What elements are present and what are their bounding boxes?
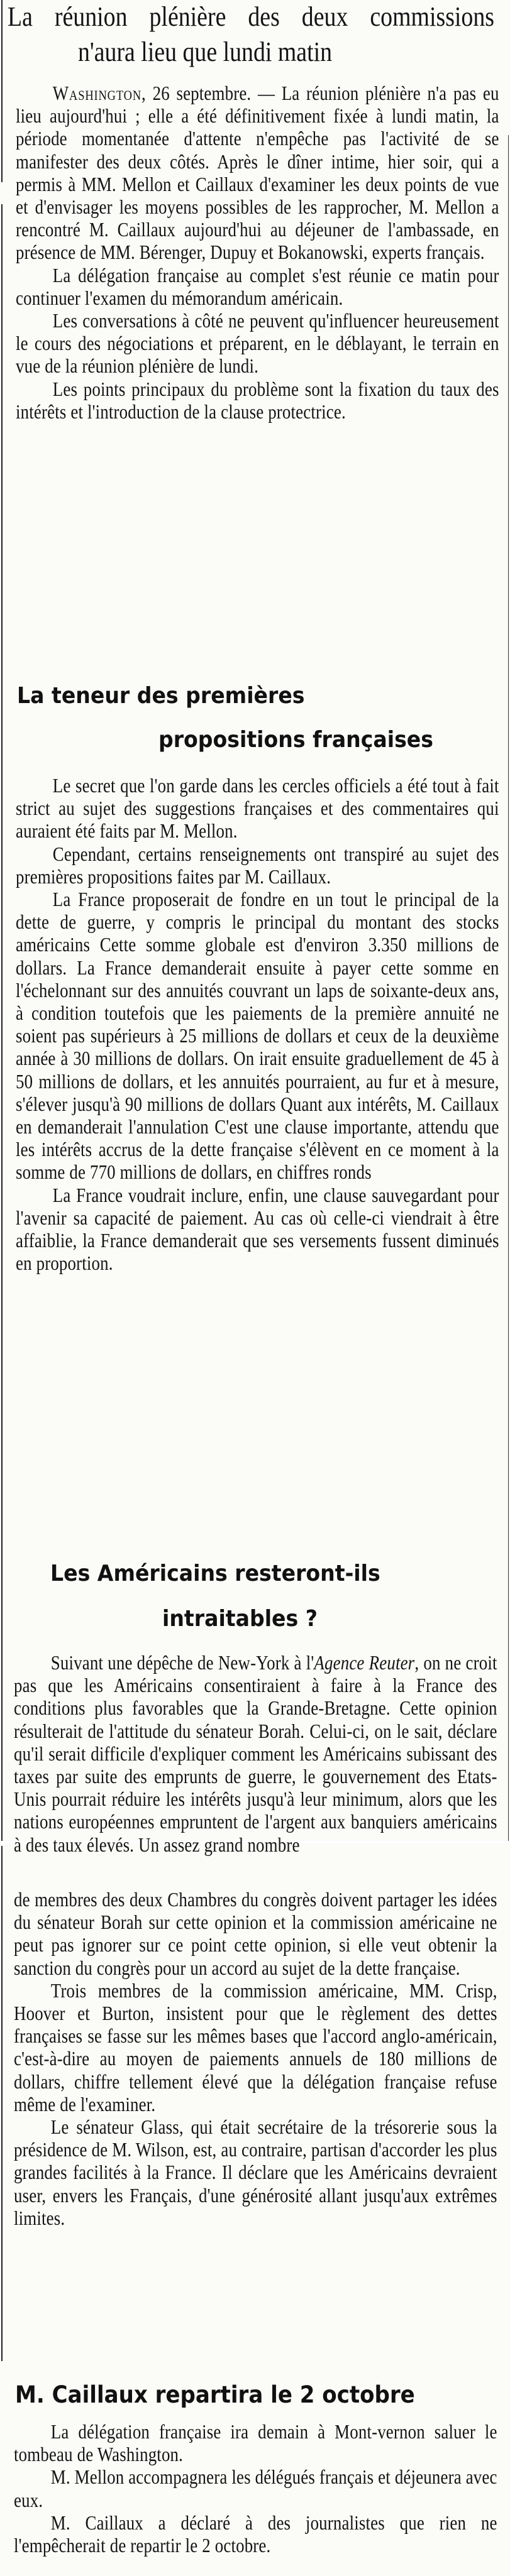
dateline-date: 26 septembre. — xyxy=(152,82,275,104)
paragraph: La délégation française ira demain à Mont-vernon saluer le tombeau de Washington. xyxy=(14,2420,497,2466)
column-rule-left xyxy=(1,0,3,182)
paragraph-text: , on ne croit pas que les Américains consentiraient à faire à la France des conditions plus favorables que la Grande-Bretagne. Cette opinion résulterait de l'attitude du sénateur Borah. Celui-ci, on le sait, déclare qu'il serait difficile d'expliquer comment les Américains subissant des taxes par suite des emprunts de guerre, le gouvernement des Etats-Unis pourrait réduire les intérêts jusqu'à leur minimum, alors que les nations européennes empruntent de l'argent aux banquiers américains à des taux élevés. Un assez grand nombre xyxy=(14,1651,497,1856)
paragraph: La France proposerait de fondre en un tout le principal de la dette de guerre, y compris le principal du montant des stocks américains Cette somme globale est d'environ 3.350 millions de dollars. La France demanderait ensuite à payer cette somme en l'échelonnant sur des annuités couvrant un laps de soixante-deux ans, à condition toutefois que les paiements de la première annuité ne soient pas supérieurs à 25 millions de dollars et ceux de la deuxième année à 30 millions de dollars. On irait ensuite graduellement de 45 à 50 millions de dollars, et les annuités pourraient, au fur et à mesure, s'élever jusqu'à 90 millions de dollars Quant aux intérêts, M. Caillaux en demanderait l'annulation C'est une clause importante, attendu que les intérêts accrus de la dette française s'élèvent en ce moment à la somme de 770 millions de dollars, en chiffres ronds xyxy=(16,888,499,1184)
paragraph: Le sénateur Glass, qui était secrétaire de la trésorerie sous la présidence de M. Wilson, est, au contraire, partisan d'accorder les plus grandes facilités à la France. Il déclare que les Américains devraient user, envers les Français, d'une générosité allant jusqu'aux extrêmes limites. xyxy=(14,2115,497,2229)
paragraph: Trois membres de la commission américaine, MM. Crisp, Hoover et Burton, insistent pour que le règlement des dettes françaises se fasse sur les mêmes bases que l'accord anglo-américain, c'est-à-dire au moyen de paiements annuels de 180 millions de dollars, chiffre tellement élevé que la délégation française refuse même de l'examiner. xyxy=(14,1978,497,2115)
column-rule-left xyxy=(1,1846,3,2361)
column-rule-right xyxy=(508,135,509,1841)
article-body-section-4 xyxy=(14,2420,497,2557)
subheading-teneur-line-2: propositions françaises xyxy=(158,727,433,753)
paragraph: Les points principaux du problème sont la fixation du taux des intérêts et l'introduction de la clause protectrice. xyxy=(16,377,499,423)
dateline-place: Washington xyxy=(52,82,142,104)
paragraph: M. Caillaux a déclaré à des journalistes que rien ne l'empêcherait de repartir le 2 octobre. xyxy=(14,2511,497,2557)
paragraph xyxy=(14,1651,497,1856)
paragraph: La réunion plénière n'a pas eu lieu aujourd'hui ; elle a été définitivement fixée à lundi matin, la période momentanée d'attente n'empêche pas l'activité de se manifester des deux côtés. Après le dîner intime, hier soir, qui a permis à MM. Mellon et Caillaux d'examiner les deux points de vue et d'envisager les moyens possibles de les rapprocher, M. Mellon a rencontré M. Caillaux aujourd'hui au déjeuner de l'ambassade, en présence de MM. Bérenger, Dupuy et Bokanowski, experts français. xyxy=(16,82,499,264)
article-body-section-1 xyxy=(16,82,499,423)
subheading-americains-line-2: intraitables ? xyxy=(162,1606,318,1632)
article-body-section-3a xyxy=(14,1651,497,1856)
paragraph: Cependant, certains renseignements ont transpiré au sujet des premières propositions faites par M. Caillaux. xyxy=(16,842,499,888)
paragraph: M. Mellon accompagnera les délégués français et déjeunera avec eux. xyxy=(14,2465,497,2511)
article-body-section-2 xyxy=(16,774,499,1274)
agency-name: Agence Reuter xyxy=(314,1651,415,1674)
headline-line-2: n'aura lieu que lundi matin xyxy=(78,36,333,67)
subheading-caillaux: M. Caillaux repartira le 2 octobre xyxy=(15,2381,415,2408)
article-body-section-3b xyxy=(14,1888,497,2229)
paragraph-text: Suivant une dépêche de New-York à l' xyxy=(50,1651,314,1674)
paragraph: La délégation française au complet s'est réunie ce matin pour continuer l'examen du mémorandum américain. xyxy=(16,263,499,309)
headline-line-1: La réunion plénière des deux commissions xyxy=(8,1,494,32)
paragraph: La France voudrait inclure, enfin, une clause sauvegardant pour l'avenir sa capacité de paiement. Au cas où celle-ci viendrait à être affaiblie, la France demanderait que ses versements fussent diminués en proportion. xyxy=(16,1183,499,1275)
subheading-teneur-line-1: La teneur des premières xyxy=(17,683,305,709)
dateline-paragraph: Washington, 26 septembre. — La réunion plénière n'a pas eu lieu aujourd'hui ; elle a été définitivement fixée à lundi matin, la période momentanée d'attente n'empêche pas l'activité de se manifester des deux côtés. Après le dîner intime, hier soir, qui a permis à MM. Mellon et Caillaux d'examiner les deux points de vue et d'envisager les moyens possibles de les rapprocher, M. Mellon a rencontré M. Caillaux aujourd'hui au déjeuner de l'ambassade, en présence de MM. Bérenger, Dupuy et Bokanowski, experts français. xyxy=(16,82,499,264)
paragraph-continued: de membres des deux Chambres du congrès doivent partager les idées du sénateur Borah sur cette opinion et la commission américaine ne peut pas ignorer sur ce point cette opinion, si elle veut obtenir la sanction du congrès pour un accord au sujet de la dette française. xyxy=(14,1888,497,1979)
paragraph: Le secret que l'on garde dans les cercles officiels a été tout à fait strict au sujet des suggestions françaises et des commentaires qui auraient été faits par M. Mellon. xyxy=(16,774,499,843)
subheading-americains-line-1: Les Américains resteront-ils xyxy=(50,1561,380,1586)
column-rule-left xyxy=(1,204,3,1841)
paragraph: Les conversations à côté ne peuvent qu'influencer heureusement le cours des négociations et préparent, en le déblayant, le terrain en vue de la réunion plénière de lundi. xyxy=(16,309,499,378)
